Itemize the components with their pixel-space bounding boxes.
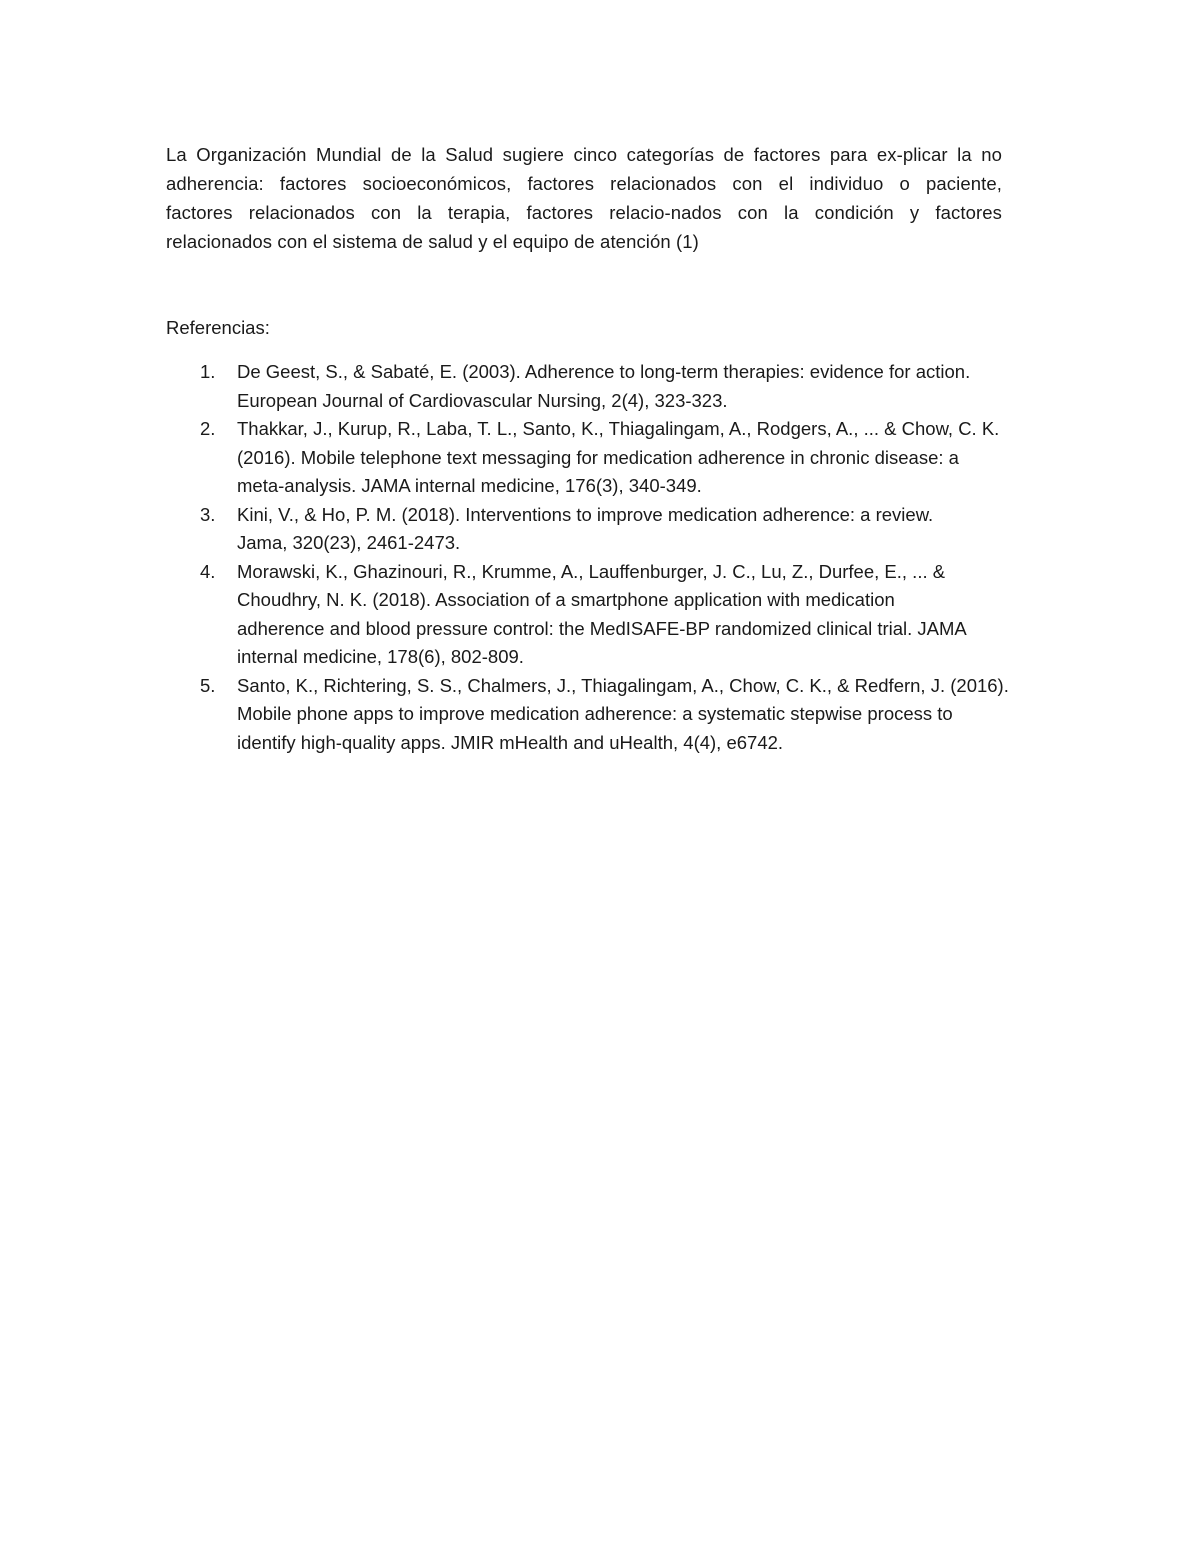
reference-line: Santo, K., Richtering, S. S., Chalmers, J., Thiagalingam, A., Chow, C. K., & Redfern, J. (2016). [237, 674, 1009, 696]
reference-item [166, 558, 1046, 672]
reference-text [237, 415, 1046, 501]
reference-line: Thakkar, J., Kurup, R., Laba, T. L., Santo, K., Thiagalingam, A., Rodgers, A., ... & Chow, C. K. [237, 418, 1000, 439]
reference-line: adherence and blood pressure control: the MedISAFE-BP randomized clinical trial. JAMA [237, 617, 967, 639]
reference-line: De Geest, S., & Sabaté, E. (2003). Adherence to long-term therapies: evidence for action. [237, 361, 971, 382]
reference-item [166, 415, 1046, 501]
reference-number: 5. [200, 674, 216, 696]
reference-text [237, 501, 1046, 558]
reference-number: 4. [200, 560, 216, 582]
reference-text [237, 672, 1046, 758]
body-paragraph [166, 140, 1002, 256]
reference-line: (2016). Mobile telephone text messaging for medication adherence in chronic disease: a [237, 446, 959, 468]
paragraph-line: factores relacionados con la terapia, factores relacio-nados con la condición y factores [166, 202, 1002, 223]
reference-number: 3. [200, 503, 216, 525]
reference-text [237, 558, 1046, 672]
reference-line: Kini, V., & Ho, P. M. (2018). Interventions to improve medication adherence: a review. [237, 503, 934, 525]
reference-number: 1. [200, 361, 216, 382]
reference-number: 2. [200, 418, 216, 439]
reference-item [166, 358, 1046, 415]
paragraph-line: adherencia: factores socioeconómicos, factores relacionados con el individuo o paciente, [166, 173, 1002, 194]
reference-line: internal medicine, 178(6), 802-809. [237, 646, 524, 667]
references-heading: Referencias: [166, 317, 270, 338]
reference-item [166, 672, 1046, 758]
reference-line: identify high-quality apps. JMIR mHealth and uHealth, 4(4), e6742. [237, 731, 784, 753]
reference-line: Jama, 320(23), 2461-2473. [237, 532, 461, 553]
reference-text [237, 358, 1046, 415]
reference-line: Mobile phone apps to improve medication adherence: a systematic stepwise process to [237, 703, 953, 724]
reference-line: Choudhry, N. K. (2018). Association of a smartphone application with medication [237, 589, 895, 610]
reference-line: European Journal of Cardiovascular Nursing, 2(4), 323-323. [237, 389, 728, 411]
paragraph-line: La Organización Mundial de la Salud sugiere cinco categorías de factores para ex-plicar la no [166, 144, 1002, 165]
references-list [166, 358, 1046, 757]
paragraph-line: relacionados con el sistema de salud y el equipo de atención (1) [166, 231, 699, 252]
reference-item [166, 501, 1046, 558]
reference-line: meta-analysis. JAMA internal medicine, 176(3), 340-349. [237, 475, 702, 496]
reference-line: Morawski, K., Ghazinouri, R., Krumme, A., Lauffenburger, J. C., Lu, Z., Durfee, E., ... & [237, 560, 946, 582]
